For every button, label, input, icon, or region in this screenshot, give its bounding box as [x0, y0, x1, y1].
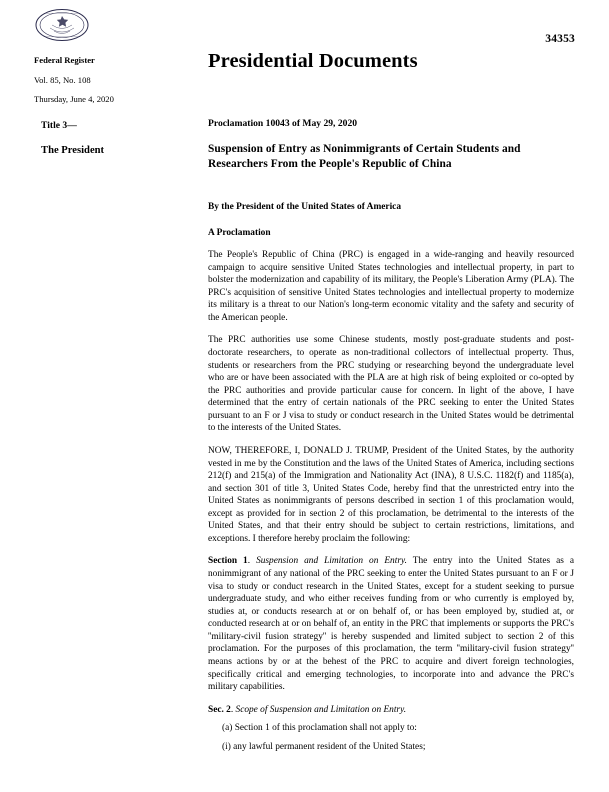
list-item: (i) any lawful permanent resident of the United States;	[222, 741, 426, 752]
document-body	[208, 118, 574, 759]
presidential-seal-icon	[34, 8, 90, 42]
section-1-paragraph: Section 1. Suspension and Limitation on Entry. The entry into the United States as a nonimmigrant of any national of the PRC seeking to enter the United States pursuant to an F or J visa to study or conduct research in the United States, except for a student seeking to pursue undergraduate study, and who either receives funding from or who currently is employed by, studies at, or conducts research at or on behalf of, or has been employed by, studied at, or conducted research at or on behalf of, an entity in the PRC that implements or supports the PRC's ''military-civil fusion strategy'' is hereby suspended and limited subject to section 2 of this proclamation. For the purposes of this proclamation, the term ''military-civil fusion strategy'' means actions by or at the behest of the PRC to acquire and divert foreign technologies, specifically critical and emerging technologies, to incorporate into and advance the PRC's military capabilities.	[208, 556, 575, 693]
section-1-body: The entry into the United States as a nonimmigrant of any national of the PRC seeking to enter the United States pursuant to an F or J visa to study or conduct research in the United States, except for a student seeking to pursue undergraduate study, and who either receives funding from or who currently is employed by, studies at, or conducts research at or on behalf of, or has been employed by, studied at, or conducted research at or on behalf of, an entity in the PRC that implements or supports the PRC's ''military-civil fusion strategy'' is hereby suspended and limited subject to section 2 of this proclamation. For the purposes of this proclamation, the term ''military-civil fusion strategy'' means actions by or at the behest of the PRC to acquire and divert foreign technologies, specifically critical and emerging technologies, to incorporate into and advance the PRC's military capabilities.	[208, 556, 575, 693]
section-2-title: Scope of Suspension and Limitation on Entry.	[235, 704, 407, 715]
byline: By the President of the United States of America	[208, 202, 402, 213]
paragraph: NOW, THEREFORE, I, DONALD J. TRUMP, President of the United States, by the authority vested in me by the Constitution and the laws of the United States of America, including sections 212(f) and 215(a) of the Immigration and Nationality Act (INA), 8 U.S.C. 1182(f) and 1185(a), and section 301 of title 3, United States Code, hereby find that the unrestricted entry into the United States as nonimmigrants of persons described in section 1 of this proclamation would, except as provided for in section 2 of this proclamation, be detrimental to the interests of the United States, and that their entry should be subject to certain restrictions, limitations, and exceptions. I therefore hereby proclaim the following:	[208, 445, 574, 544]
date-line: Thursday, June 4, 2020	[34, 94, 114, 105]
title-3-label: Title 3—	[41, 120, 77, 131]
section-1-label: Section 1	[208, 556, 248, 567]
paragraph: The People's Republic of China (PRC) is engaged in a wide-ranging and heavily resourced campaign to acquire sensitive United States technologies and intellectual property, in part to bolster the modernization and capability of its military, the People's Liberation Army (PLA). The PRC's acquisition of sensitive United States technologies and intellectual property to modernize its military is a threat to our Nation's long-term economic vitality and the safety and security of the American people.	[208, 250, 574, 323]
federal-register-label: Federal Register	[34, 55, 95, 65]
volume-line: Vol. 85, No. 108	[34, 74, 91, 85]
subheading: A Proclamation	[208, 228, 271, 239]
section-1-title: Suspension and Limitation on Entry.	[256, 556, 407, 567]
federal-register-block	[34, 55, 184, 105]
section-2-label: Sec. 2	[208, 704, 231, 715]
list-item: (a) Section 1 of this proclamation shall not apply to:	[222, 723, 417, 734]
section-2-heading: Sec. 2. Scope of Suspension and Limitation on Entry.	[208, 704, 407, 715]
masthead-title: Presidential Documents	[208, 50, 418, 72]
proclamation-line: Proclamation 10043 of May 29, 2020	[208, 118, 358, 129]
authority-label: The President	[41, 145, 105, 156]
page-number: 34353	[545, 33, 575, 45]
page-title: Suspension of Entry as Nonimmigrants of Certain Students and Researchers From the People's Republic of China	[208, 143, 521, 171]
paragraph: The PRC authorities use some Chinese students, mostly post-graduate students and post-doctorate researchers, to operate as non-traditional collectors of intellectual property. Thus, students or researchers from the PRC studying or researching beyond the undergraduate level who are or have been associated with the PLA are at high risk of being exploited or co-opted by the PRC authorities and provide particular cause for concern. In light of the above, I have determined that the entry of certain nationals of the PRC seeking to enter the United States pursuant to an F or J visa to study or conduct research in the United States would be detrimental to the interests of the United States.	[208, 335, 574, 434]
